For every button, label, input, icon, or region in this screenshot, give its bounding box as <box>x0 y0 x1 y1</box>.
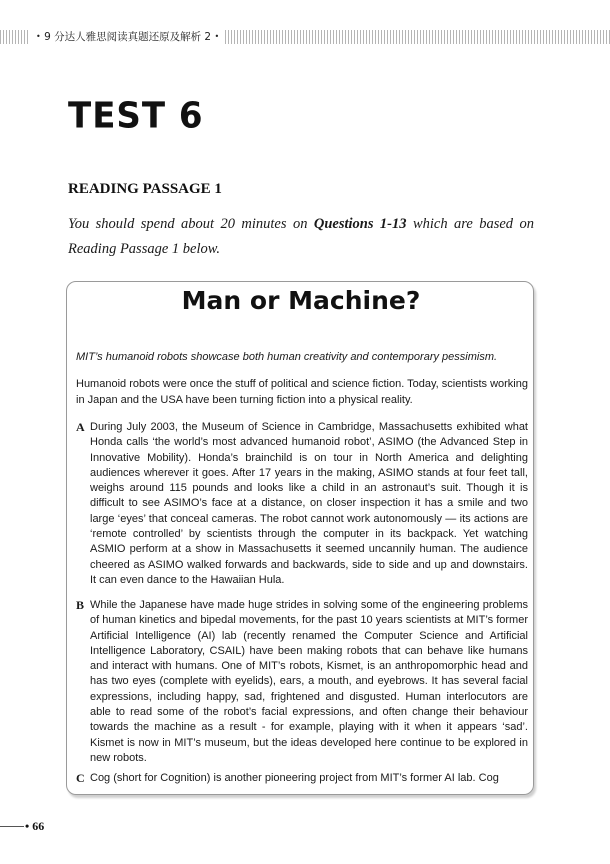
article-subtitle: MIT’s humanoid robots showcase both human creativity and contemporary pessimism. <box>76 351 498 363</box>
paragraph-text: Cog (short for Cognition) is another pioneering project from MIT’s former AI lab. Cog <box>90 772 499 784</box>
article-title: Man or Machine? <box>181 286 421 315</box>
page-number: • 66 <box>25 819 45 833</box>
passage-heading: READING PASSAGE 1 <box>68 181 222 197</box>
instructions <box>68 212 534 262</box>
paragraph-letter: C <box>76 771 85 785</box>
test-title: TEST 6 <box>68 95 204 137</box>
paragraph-text: While the Japanese have made huge strides in solving some of the engineering problems of human kinetics and bipedal movements, for the past 10 years scientists at MIT’s former Artificial Intelligence (AI) lab (recently renamed the Computer Science and Artificial Intelligence Laboratory, CSAIL) have been making robots that can behave like humans and interact with humans. One of MIT’s robots, Kismet, is an anthropomorphic head and has two eyes (complete with eyelids), ears, a mouth, and eyebrows. It has several facial expressions, including happy, sad, frightened and disgusted. Human interlocutors are able to read some of the robot’s facial expressions, and often change their behaviour towards the machine as a result - for example, playing with it when it appears ‘sad’. Kismet is now in MIT’s museum, but the ideas developed here continue to be explored in new robots. <box>90 599 528 764</box>
running-header <box>30 30 225 44</box>
header-bullet-left: • <box>36 32 41 41</box>
paragraph-a <box>76 420 528 588</box>
paragraph-b <box>76 598 528 766</box>
paragraph-c <box>76 771 528 786</box>
running-title: 9 分达人雅思阅读真题还原及解析 2 <box>44 31 212 43</box>
paragraph-text: During July 2003, the Museum of Science in Cambridge, Massachusetts exhibited what Honda calls ‘the world’s most advanced humanoid robot’, ASIMO (the Advanced Step in Innovative Mobility). Honda’s brainchild is on tour in North America and delighting audiences wherever it goes. After 17 years in the making, ASIMO stands at four feet tall, weighs around 115 pounds and looks like a child in an astronaut’s suit. Though it is difficult to see ASIMO’s face at a distance, on closer inspection it has a smile and two large ‘eyes’ that conceal cameras. The robot cannot work autonomously — its actions are ‘remote controlled’ by scientists through the computer in its backpack. Yet watching ASMIO perform at a show in Massachusetts it seemed uncannily human. The audience cheered as ASIMO walked forwards and backwards, side to side and up and downstairs. It can even dance to the Hawaiian Hula. <box>90 421 528 586</box>
paragraph-letter: B <box>76 598 85 612</box>
article-intro: Humanoid robots were once the stuff of political and science fiction. Today, scientists working in Japan and the USA have been turning fiction into a physical reality. <box>76 378 528 406</box>
paragraph-letter: A <box>76 420 85 434</box>
footer-rule <box>0 826 24 827</box>
header-bullet-right: • <box>214 32 220 41</box>
article-box <box>66 281 534 795</box>
instructions-emphasis: Questions 1-13 <box>313 216 407 232</box>
page-number-value: 66 <box>32 819 45 833</box>
instructions-before: You should spend about 20 minutes on <box>68 216 314 232</box>
instructions-after: which are based on Reading Passage 1 below. <box>68 216 534 257</box>
